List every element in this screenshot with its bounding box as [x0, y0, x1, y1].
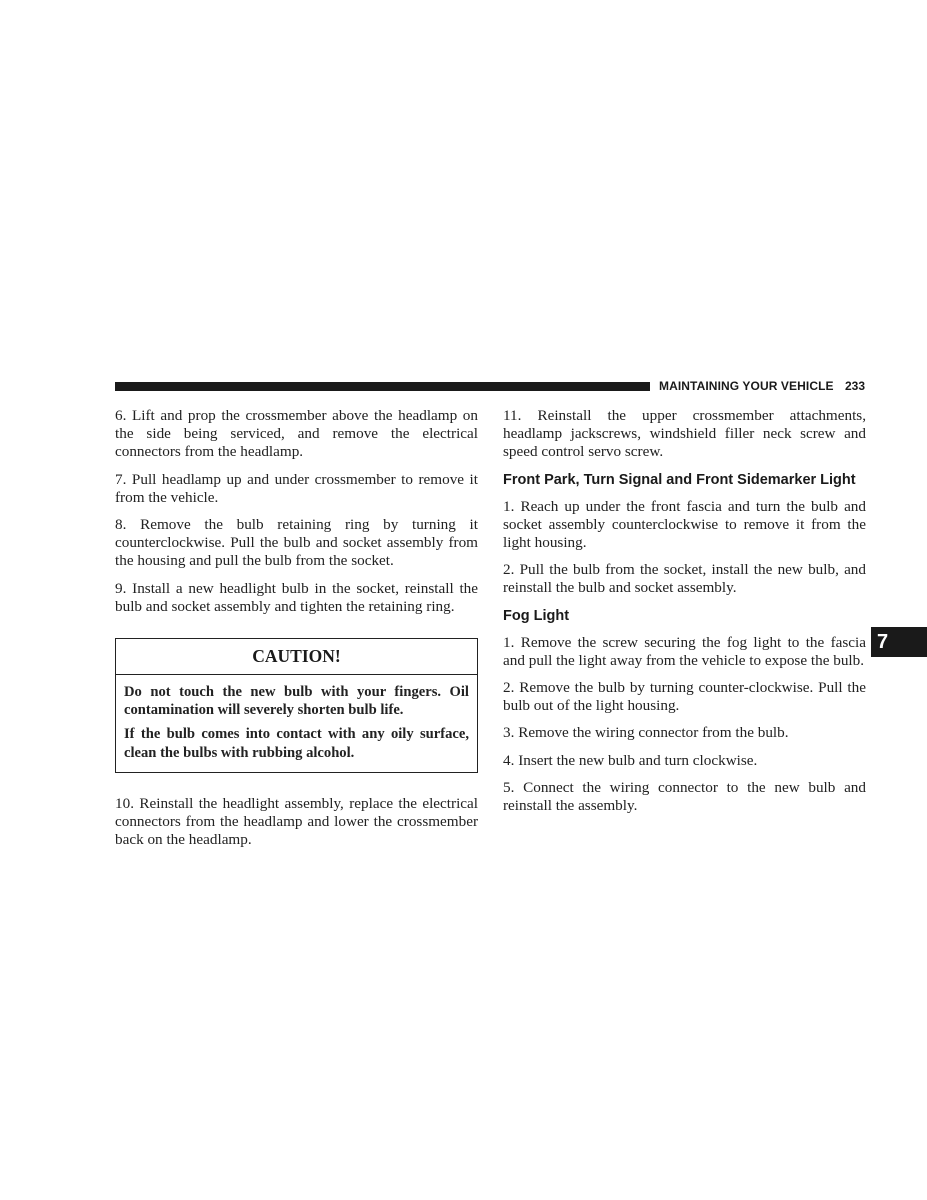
header-rule — [115, 382, 650, 391]
step-paragraph: 9. Install a new headlight bulb in the socket, reinstall the bulb and socket assembly and tighten the retaining ring. — [115, 579, 478, 615]
caution-title: CAUTION! — [116, 639, 477, 675]
caution-body — [116, 675, 477, 772]
page-number: 233 — [845, 379, 866, 393]
step-paragraph: 1. Reach up under the front fascia and turn the bulb and socket assembly counterclockwise to remove it from the light housing. — [503, 497, 866, 552]
step-paragraph: 10. Reinstall the headlight assembly, replace the electrical connectors from the headlamp and lower the crossmember back on the headlamp. — [115, 794, 478, 849]
caution-line: If the bulb comes into contact with any oily surface, clean the bulbs with rubbing alcohol. — [124, 726, 469, 761]
step-paragraph: 3. Remove the wiring connector from the bulb. — [503, 724, 789, 742]
section-heading-fog-light: Fog Light — [503, 607, 570, 624]
step-paragraph: 6. Lift and prop the crossmember above the headlamp on the side being serviced, and remove the electrical connectors from the headlamp. — [115, 407, 478, 461]
running-header-title: MAINTAINING YOUR VEHICLE — [659, 379, 834, 393]
step-paragraph: 4. Insert the new bulb and turn clockwise. — [503, 751, 758, 769]
step-paragraph: 8. Remove the bulb retaining ring by turning it counterclockwise. Pull the bulb and socket assembly from the housing and pull the bulb from the socket. — [115, 516, 478, 570]
step-paragraph: 5. Connect the wiring connector to the new bulb and reinstall the assembly. — [503, 778, 866, 815]
step-paragraph: 2. Pull the bulb from the socket, install the new bulb, and reinstall the bulb and socket assembly. — [503, 561, 866, 597]
step-paragraph: 1. Remove the screw securing the fog light to the fascia and pull the light away from the vehicle to expose the bulb. — [503, 633, 866, 669]
caution-box — [115, 638, 478, 773]
section-heading-front-park: Front Park, Turn Signal and Front Sidemarker Light — [503, 471, 856, 488]
chapter-tab: 7 — [871, 627, 927, 657]
left-column — [115, 407, 478, 858]
step-paragraph: 11. Reinstall the upper crossmember attachments, headlamp jackscrews, windshield filler neck screw and speed control servo screw. — [503, 407, 866, 461]
step-paragraph: 2. Remove the bulb by turning counter-clockwise. Pull the bulb out of the light housing. — [503, 679, 866, 715]
step-paragraph: 7. Pull headlamp up and under crossmember to remove it from the vehicle. — [115, 470, 478, 506]
right-column — [503, 407, 866, 824]
caution-line: Do not touch the new bulb with your fingers. Oil contamination will severely shorten bulb life. — [124, 684, 469, 719]
